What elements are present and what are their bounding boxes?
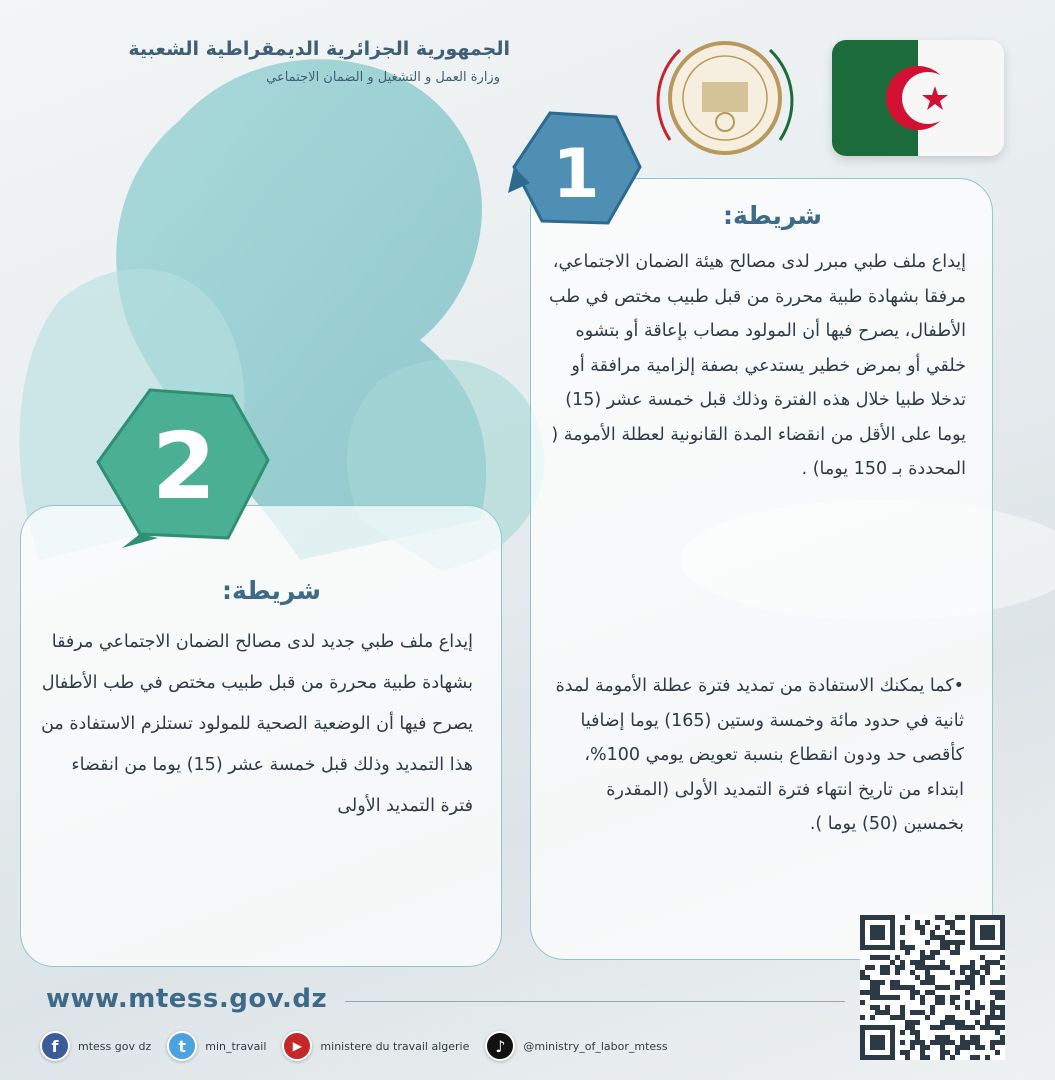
twitter-icon: t	[167, 1031, 197, 1061]
step-1-number: 1	[552, 135, 600, 214]
youtube-label: ministere du travail algerie	[320, 1039, 470, 1053]
website-link[interactable]: www.mtess.gov.dz	[46, 984, 328, 1014]
condition-card-1	[530, 178, 993, 960]
social-tiktok[interactable]	[485, 1031, 667, 1061]
social-facebook[interactable]	[40, 1031, 151, 1061]
step-1-badge	[508, 105, 643, 235]
qr-code[interactable]	[860, 915, 1005, 1060]
step-2-badge	[92, 380, 272, 550]
step-2-number: 2	[151, 413, 217, 520]
ministry-emblem-icon	[640, 20, 810, 170]
extension-paragraph: •كما يمكنك الاستفادة من تمديد فترة عطلة الأمومة لمدة ثانية في حدود مائة وخمسة وستين (165) يوما إضافيا كأقصى حد ودون انقطاع بنسبة تعويض يومي 100%، ابتداء من تاريخ انتهاء فترة التمديد الأولى (المقدرة بخمسين (50) يوما ).	[555, 676, 964, 834]
condition-1-title: شريطة:	[722, 201, 822, 230]
condition-2-title: شريطة:	[221, 576, 321, 605]
condition-2-paragraph: إيداع ملف طبي جديد لدى مصالح الضمان الاجتماعي مرفقا بشهادة طبية محررة من قبل طبيب مختص في طب الأطفال يصرح فيها أن الوضعية الصحية للمولود تستلزم الاستفادة من هذا التمديد وذلك قبل خمسة عشر (15) يوما من انقضاء فترة التمديد الأولى	[41, 632, 473, 816]
social-links	[40, 1030, 684, 1062]
facebook-icon: f	[40, 1031, 70, 1061]
condition-1-paragraph: إيداع ملف طبي مبرر لدى مصالح هيئة الضمان الاجتماعي، مرفقا بشهادة طبية محررة من قبل طبيب مختص في طب الأطفال، يصرح فيها أن المولود مصاب بإعاقة أو بتشوه خلقي أو بمرض خطير يستدعي بصفة إلزامية مرافقة أو تدخلا طبيا خلال هذه الفترة وذلك قبل خمسة عشر (15) يوما على الأقل من انقضاء المدة القانونية لعطلة الأمومة ( المحددة بـ 150 يوما) .	[548, 252, 966, 479]
tiktok-label: @ministry_of_labor_mtess	[523, 1039, 668, 1053]
social-twitter[interactable]	[167, 1031, 266, 1061]
tiktok-icon: ♪	[485, 1031, 515, 1061]
footer-divider	[345, 1001, 845, 1002]
facebook-label: mtess gov dz	[78, 1039, 152, 1053]
algeria-flag	[832, 40, 1004, 156]
ministry-name: وزارة العمل و التشغيل و الضمان الاجتماعي	[266, 70, 500, 85]
social-youtube[interactable]	[282, 1031, 469, 1061]
republic-title: الجمهورية الجزائرية الديمقراطية الشعبية	[128, 38, 510, 60]
youtube-icon: ▶	[282, 1031, 312, 1061]
condition-card-2	[20, 505, 502, 967]
twitter-label: min_travail	[205, 1039, 267, 1053]
